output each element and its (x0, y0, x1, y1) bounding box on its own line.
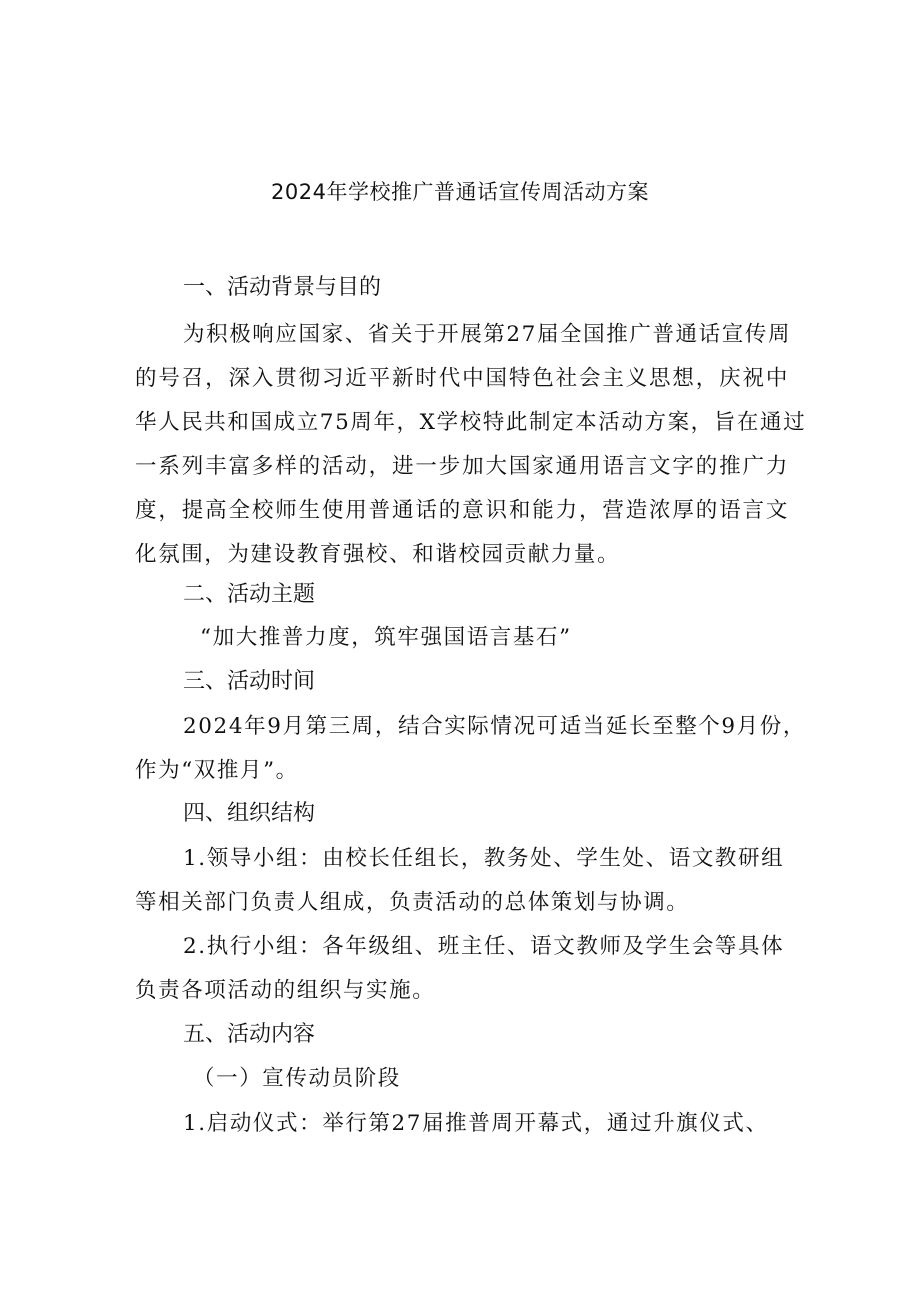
list-item: 2.执行小组：各年级组、班主任、语文教师及学生会等具体 (183, 934, 785, 959)
list-item: 1.领导小组：由校长任组长，教务处、学生处、语文教研组 (183, 846, 785, 871)
paragraph-line: 度，提高全校师生使用普通话的意识和能力，营造浓厚的语言文 (135, 498, 789, 523)
paragraph-line: 负责各项活动的组织与实施。 (135, 978, 436, 1003)
paragraph-line: 一系列丰富多样的活动，进一步加大国家通用语言文字的推广力 (135, 454, 789, 479)
section-heading-organization: 四、组织结构 (183, 801, 316, 826)
section-heading-theme: 二、活动主题 (183, 582, 316, 607)
paragraph-line: 华人民共和国成立75周年，X学校特此制定本活动方案，旨在通过 (135, 410, 807, 435)
section-heading-background: 一、活动背景与目的 (183, 275, 382, 300)
paragraph-line: 的号召，深入贯彻习近平新时代中国特色社会主义思想，庆祝中 (135, 366, 789, 391)
paragraph-line: 化氛围，为建设教育强校、和谐校园贡献力量。 (135, 542, 621, 567)
paragraph-line: 为积极响应国家、省关于开展第27届全国推广普通话宣传周 (183, 322, 792, 347)
paragraph-line: 等相关部门负责人组成，负责活动的总体策划与协调。 (135, 890, 690, 915)
paragraph-line: 2024年9月第三周，结合实际情况可适当延长至整个9月份， (183, 714, 806, 739)
section-heading-time: 三、活动时间 (183, 669, 316, 694)
document-title: 2024年学校推广普通话宣传周活动方案 (271, 180, 649, 204)
paragraph-line: 作为“双推月”。 (135, 758, 299, 783)
theme-text: “加大推普力度，筑牢强国语言基石” (200, 625, 572, 650)
section-heading-content: 五、活动内容 (183, 1022, 316, 1047)
list-item: 1.启动仪式：举行第27届推普周开幕式，通过升旗仪式、 (183, 1111, 769, 1136)
subsection-heading: （一）宣传动员阶段 (193, 1066, 401, 1091)
